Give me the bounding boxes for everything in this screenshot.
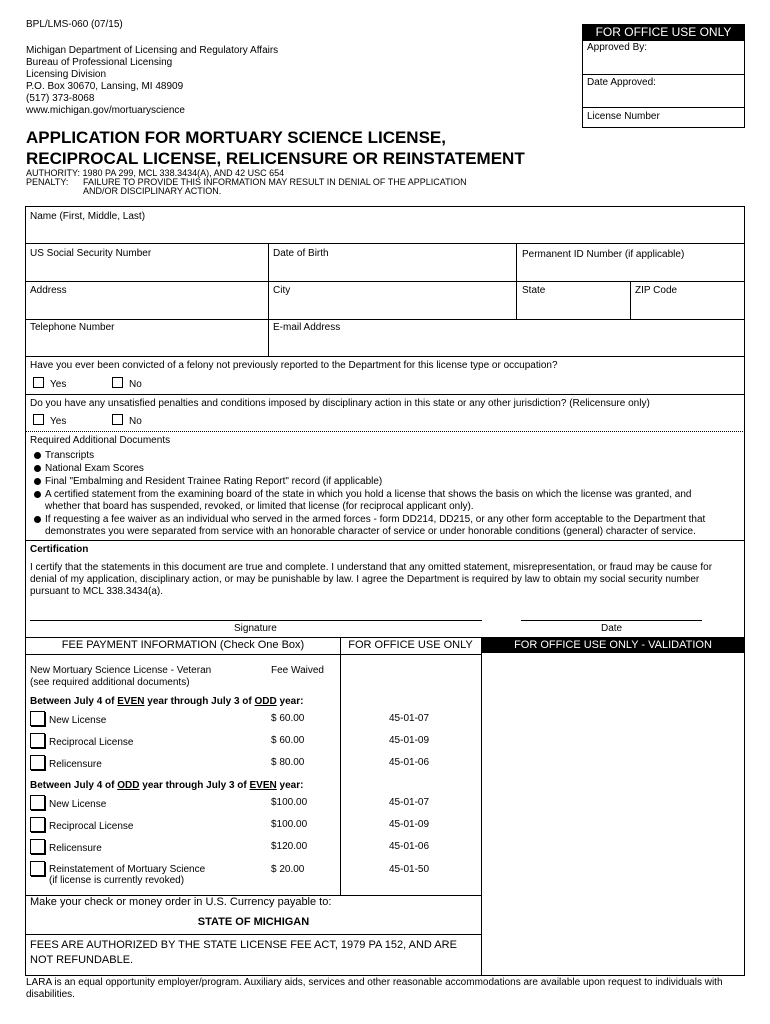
website: www.michigan.gov/mortuaryscience [26, 105, 185, 116]
doc-fee-waiver-2: demonstrates you were separated from service with an honorable character of service or under honorable conditions (general) character of service. [45, 526, 696, 537]
divider [481, 637, 482, 976]
fee-code-p1-relicensure: 45-01-06 [389, 757, 430, 768]
signature-line [30, 620, 482, 621]
bullet-icon [34, 491, 41, 498]
payable-instruction: Make your check or money order in U.S. Currency payable to: [30, 896, 332, 908]
docs-title: Required Additional Documents [30, 435, 171, 446]
form-title-line2: RECIPROCAL LICENSE, RELICENSURE OR REINSTATEMENT [26, 149, 525, 168]
payable-to: STATE OF MICHIGAN [197, 916, 310, 928]
felony-no-label: No [129, 379, 142, 390]
email-input[interactable] [269, 335, 744, 355]
fee-amount-p1-reciprocal: $ 60.00 [271, 735, 305, 746]
date-approved-label: Date Approved: [587, 77, 656, 88]
bullet-icon [34, 478, 41, 485]
divider [25, 431, 745, 432]
phone-number: (517) 373-8068 [26, 93, 95, 104]
fee-label-p2-new: New License [49, 799, 107, 810]
email-label: E-mail Address [273, 322, 341, 333]
permanent-id-label: Permanent ID Number (if applicable) [522, 249, 685, 260]
doc-certified-statement-2: whether that board has suspended, revoked, or limited that license (for reciprocal applicant only). [45, 501, 474, 512]
penalties-question: Do you have any unsatisfied penalties and conditions imposed by disciplinary action in this state or any other jurisdiction? (Relicensure only) [30, 398, 650, 409]
form-title-line1: APPLICATION FOR MORTUARY SCIENCE LICENSE, [26, 128, 446, 147]
veteran-fee-label-2: (see required additional documents) [30, 677, 190, 688]
ssn-label: US Social Security Number [30, 248, 152, 259]
phone-label: Telephone Number [30, 322, 115, 333]
name-input[interactable] [26, 222, 744, 243]
state-label: State [522, 285, 546, 296]
fee-amount-p2-reciprocal: $100.00 [271, 819, 308, 830]
fee-checkbox-p1-reciprocal[interactable] [30, 733, 45, 748]
certification-title: Certification [30, 544, 89, 555]
office-use-fee-header: FOR OFFICE USE ONLY [348, 639, 473, 651]
felony-no-checkbox[interactable] [112, 377, 123, 388]
fee-amount-p1-new: $ 60.00 [271, 713, 305, 724]
address-label: Address [30, 285, 67, 296]
bullet-icon [34, 516, 41, 523]
penalty-text-1: FAILURE TO PROVIDE THIS INFORMATION MAY RESULT IN DENIAL OF THE APPLICATION [83, 177, 467, 187]
certification-text-3: pursuant to MCL 338.3434(a). [30, 586, 164, 597]
doc-certified-statement-1: A certified statement from the examining board of the state in which you hold a license that shows the basis on which the license was granted, and [45, 489, 692, 500]
footer-eeo-1: LARA is an equal opportunity employer/program. Auxiliary aids, services and other reasonable accommodations are available upon request to individuals with [26, 977, 723, 988]
bullet-icon [34, 465, 41, 472]
zip-input[interactable] [631, 298, 744, 318]
dob-label: Date of Birth [273, 248, 329, 259]
divider [25, 243, 745, 244]
fees-authorized-2: NOT REFUNDABLE. [30, 954, 134, 966]
validation-area [483, 655, 743, 974]
fee-note-reinstatement: (if license is currently revoked) [49, 875, 185, 886]
doc-rating-report: Final "Embalming and Resident Trainee Rating Report" record (if applicable) [45, 476, 383, 487]
divider [25, 356, 745, 357]
divider [582, 107, 745, 108]
bullet-icon [34, 452, 41, 459]
penalties-no-label: No [129, 416, 142, 427]
approved-by-label: Approved By: [587, 42, 648, 53]
felony-yes-checkbox[interactable] [33, 377, 44, 388]
fee-amount-p2-reinstatement: $ 20.00 [271, 864, 305, 875]
bureau-name: Bureau of Professional Licensing [26, 57, 173, 68]
divider [25, 540, 745, 541]
divider [25, 654, 481, 655]
fee-amount-p1-relicensure: $ 80.00 [271, 757, 305, 768]
fee-checkbox-p1-new[interactable] [30, 711, 45, 726]
signature-field[interactable] [30, 600, 482, 620]
doc-transcripts: Transcripts [45, 450, 95, 461]
license-number-label: License Number [587, 111, 660, 122]
date-label: Date [601, 623, 623, 634]
divider [25, 281, 745, 282]
felony-question: Have you ever been convicted of a felony not previously reported to the Department for this license type or occupation? [30, 360, 558, 371]
doc-exam-scores: National Exam Scores [45, 463, 144, 474]
fee-checkbox-p1-relicensure[interactable] [30, 755, 45, 770]
fee-label-p1-new: New License [49, 715, 107, 726]
fee-label-p1-reciprocal: Reciprocal License [49, 737, 134, 748]
period-2-heading: Between July 4 of ODD year through July 3 of EVEN year: [30, 780, 304, 791]
address-input[interactable] [26, 298, 267, 318]
fee-label-p2-reinstatement: Reinstatement of Mortuary Science [49, 864, 206, 875]
fee-code-p2-relicensure: 45-01-06 [389, 841, 430, 852]
certification-text-1: I certify that the statements in this document are true and complete. I understand that any omitted statement, misrepresentation, or fraud may be cause for [30, 562, 713, 573]
name-label: Name (First, Middle, Last) [30, 211, 146, 222]
divider [25, 319, 745, 320]
fees-authorized-1: FEES ARE AUTHORIZED BY THE STATE LICENSE FEE ACT, 1979 PA 152, AND ARE [30, 939, 457, 951]
fee-label-p2-reciprocal: Reciprocal License [49, 821, 134, 832]
fee-code-p1-reciprocal: 45-01-09 [389, 735, 430, 746]
office-use-header: FOR OFFICE USE ONLY [582, 24, 745, 40]
city-input[interactable] [269, 298, 515, 318]
footer-eeo-2: disabilities. [26, 989, 75, 1000]
fee-waived-label: Fee Waived [271, 665, 324, 676]
divider [25, 394, 745, 395]
fee-checkbox-p2-new[interactable] [30, 795, 45, 810]
fee-amount-p2-relicensure: $120.00 [271, 841, 308, 852]
divider [340, 637, 341, 895]
fee-payment-header: FEE PAYMENT INFORMATION (Check One Box) [61, 639, 305, 651]
dob-input[interactable] [269, 260, 515, 280]
fee-code-p2-new: 45-01-07 [389, 797, 430, 808]
penalty-text-2: AND/OR DISCIPLINARY ACTION. [83, 186, 222, 196]
date-field[interactable] [521, 600, 702, 620]
fee-label-p2-relicensure: Relicensure [49, 843, 102, 854]
authority-text: AUTHORITY: 1980 PA 299, MCL 338.3434(A), AND 42 USC 654 [26, 168, 285, 178]
fee-code-p1-new: 45-01-07 [389, 713, 430, 724]
certification-text-2: denial of my application, disciplinary action, or may be punishable by law. I agree the Department is required by law to obtain my social security number [30, 574, 700, 585]
fee-checkbox-p2-reciprocal[interactable] [30, 817, 45, 832]
division-name: Licensing Division [26, 69, 107, 80]
felony-yes-label: Yes [50, 379, 67, 390]
divider [582, 74, 745, 75]
penalties-no-checkbox[interactable] [112, 414, 123, 425]
dept-name: Michigan Department of Licensing and Regulatory Affairs [26, 45, 279, 56]
date-line [521, 620, 702, 621]
fee-checkbox-p2-reinstatement[interactable] [30, 861, 45, 876]
validation-header: FOR OFFICE USE ONLY - VALIDATION [482, 638, 744, 653]
fee-code-p2-reciprocal: 45-01-09 [389, 819, 430, 830]
state-input[interactable] [517, 298, 629, 318]
form-number: BPL/LMS-060 (07/15) [26, 19, 123, 30]
doc-fee-waiver-1: If requesting a fee waiver as an individual who served in the armed forces - form DD214, DD215, or any other form acceptable to the Department that [45, 514, 706, 525]
penalties-yes-checkbox[interactable] [33, 414, 44, 425]
permanent-id-input[interactable] [517, 262, 744, 280]
fee-code-p2-reinstatement: 45-01-50 [389, 864, 430, 875]
signature-label: Signature [234, 623, 277, 634]
zip-label: ZIP Code [635, 285, 678, 296]
city-label: City [273, 285, 291, 296]
fee-amount-p2-new: $100.00 [271, 797, 308, 808]
fee-checkbox-p2-relicensure[interactable] [30, 839, 45, 854]
ssn-input[interactable] [26, 260, 267, 280]
period-1-heading: Between July 4 of EVEN year through July 3 of ODD year: [30, 696, 304, 707]
penalties-yes-label: Yes [50, 416, 67, 427]
fee-label-p1-relicensure: Relicensure [49, 759, 102, 770]
veteran-fee-label-1: New Mortuary Science License - Veteran [30, 665, 212, 676]
phone-input[interactable] [26, 335, 267, 355]
divider [25, 934, 481, 935]
mail-address: P.O. Box 30670, Lansing, MI 48909 [26, 81, 184, 92]
penalty-label: PENALTY: [26, 177, 69, 187]
